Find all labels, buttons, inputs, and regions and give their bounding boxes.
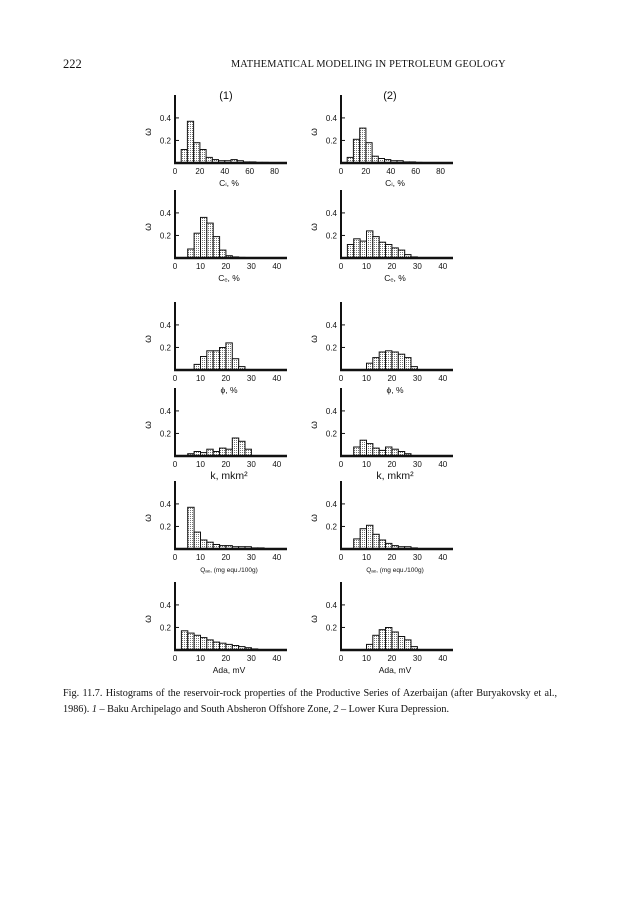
- r1c2-bar: [366, 143, 372, 163]
- r4c1-bar: [239, 441, 245, 456]
- r4c2-bar: [386, 447, 392, 456]
- r2c1-y-axis-symbol: ω: [143, 223, 154, 231]
- r1c2-y-tick-label: 0.4: [325, 113, 337, 123]
- r2c1-x-tick-label: 30: [246, 262, 256, 271]
- r2c2-x-tick-label: 0: [338, 262, 344, 271]
- column-title-1: (1): [219, 90, 233, 102]
- r1c1-bar: [187, 121, 193, 163]
- r3c2-bar: [379, 352, 385, 370]
- r6c1-x-tick-label: 10: [196, 654, 205, 663]
- r4c2-y-tick-label: 0.2: [325, 429, 337, 439]
- r5c2-x-tick-label: 20: [387, 553, 397, 562]
- r2c2-y-tick-label: 0.4: [325, 208, 337, 218]
- r4c1-y-axis-symbol: ω: [143, 421, 154, 429]
- r2c1-bar: [201, 217, 207, 258]
- r2c1-bar: [188, 249, 194, 258]
- r3c2-x-tick-label: 10: [362, 374, 371, 383]
- r1c1-y-tick-label: 0.4: [159, 113, 171, 123]
- r4c1-y-tick-label: 0.2: [159, 429, 171, 439]
- r1c1-x-tick-label: 80: [270, 167, 280, 176]
- r2c2-bar: [347, 245, 353, 259]
- r2c1-x-tick-label: 0: [172, 262, 178, 271]
- r3c2-bar: [392, 352, 398, 370]
- r1c2-x-axis-label: Cₗ, %: [385, 178, 405, 188]
- r6c2-bar: [386, 628, 392, 651]
- r5c2-x-tick-label: 0: [338, 553, 344, 562]
- r6c1-x-tick-label: 20: [221, 654, 231, 663]
- r1c1-x-tick-label: 60: [245, 167, 255, 176]
- r6c2-y-tick-label: 0.2: [325, 623, 337, 633]
- r2c2-bar: [373, 237, 379, 258]
- r1c1-bar: [200, 150, 206, 164]
- r2c2-x-axis-label: Cₑ, %: [384, 273, 406, 283]
- r4c1-x-tick-label: 0: [172, 460, 178, 469]
- caption-text-1: – Baku Archipelago and South Absheron Offshore Zone,: [96, 703, 334, 715]
- r3c1-bar: [201, 357, 207, 371]
- r3c2-y-axis-symbol: ω: [309, 335, 320, 343]
- r6c1-x-axis-label: Ada, mV: [212, 665, 246, 675]
- r4c2-bar: [367, 444, 373, 456]
- r3c1-bar: [207, 351, 213, 370]
- r1c1-bar: [181, 150, 187, 164]
- r3c1-x-tick-label: 0: [172, 374, 178, 383]
- r6c1-x-tick-label: 30: [246, 654, 256, 663]
- r4c2-y-tick-label: 0.4: [325, 406, 337, 416]
- r2c2-x-tick-label: 20: [387, 262, 397, 271]
- r6c2-y-axis-symbol: ω: [309, 615, 320, 623]
- r4c1-x-axis-label: k, mkm²: [210, 470, 248, 482]
- r2c1-bar: [213, 237, 219, 258]
- r1c2-x-tick-label: 40: [386, 167, 396, 176]
- r5c1-x-tick-label: 0: [172, 553, 178, 562]
- r1c1-x-axis-label: Cₗ, %: [219, 178, 239, 188]
- r4c2-x-tick-label: 20: [387, 460, 397, 469]
- r3c2-bar: [386, 351, 392, 370]
- r5c2-y-tick-label: 0.2: [325, 522, 337, 532]
- r2c2-x-tick-label: 10: [362, 262, 371, 271]
- r4c2-x-tick-label: 10: [362, 460, 371, 469]
- r2c2-y-tick-label: 0.2: [325, 231, 337, 241]
- r3c2-x-tick-label: 30: [412, 374, 422, 383]
- r4c2-bar: [360, 440, 366, 456]
- r2c1-x-axis-label: Cₑ, %: [218, 273, 240, 283]
- r3c1-x-tick-label: 20: [221, 374, 231, 383]
- r2c1-bar: [194, 233, 200, 258]
- r5c1-y-tick-label: 0.2: [159, 522, 171, 532]
- r3c1-x-tick-label: 30: [246, 374, 256, 383]
- r3c1-y-axis-symbol: ω: [143, 335, 154, 343]
- r6c1-y-tick-label: 0.4: [159, 600, 171, 610]
- r5c2-x-axis-label: Qₐₑ, (mg equ./100g): [366, 567, 424, 574]
- r6c1-bar: [207, 640, 213, 650]
- r6c2-x-tick-label: 30: [412, 654, 422, 663]
- r5c2-bar: [367, 525, 373, 549]
- r6c1-bar: [188, 633, 194, 650]
- r1c2-x-tick-label: 0: [338, 167, 344, 176]
- r4c1-x-tick-label: 20: [221, 460, 231, 469]
- r5c1-x-tick-label: 30: [246, 553, 256, 562]
- r6c2-x-tick-label: 10: [362, 654, 371, 663]
- r3c2-y-tick-label: 0.2: [325, 343, 337, 353]
- r5c1-x-tick-label: 40: [272, 553, 282, 562]
- r1c2-x-tick-label: 80: [436, 167, 446, 176]
- r6c1-x-tick-label: 0: [172, 654, 178, 663]
- r1c2-y-tick-label: 0.2: [325, 136, 337, 146]
- r1c1-x-tick-label: 40: [220, 167, 230, 176]
- r1c2-x-tick-label: 60: [411, 167, 421, 176]
- r6c2-bar: [373, 635, 379, 650]
- r4c2-y-axis-symbol: ω: [309, 421, 320, 429]
- r4c1-x-tick-label: 10: [196, 460, 205, 469]
- r4c2-x-axis-label: k, mkm²: [376, 470, 414, 482]
- r3c1-bar: [232, 359, 238, 370]
- r6c1-x-tick-label: 40: [272, 654, 282, 663]
- r3c2-bar: [373, 358, 379, 370]
- caption-marker-2: 2: [333, 703, 339, 715]
- r5c1-x-axis-label: Qₐₑ, (mg equ./100g): [200, 567, 258, 574]
- r3c2-x-tick-label: 40: [438, 374, 448, 383]
- r3c1-bar: [226, 343, 232, 370]
- r4c1-bar: [232, 438, 238, 456]
- r5c2-bar: [373, 534, 379, 549]
- r2c2-x-tick-label: 30: [412, 262, 422, 271]
- r6c2-x-tick-label: 20: [387, 654, 397, 663]
- r1c1-y-tick-label: 0.2: [159, 136, 171, 146]
- r6c1-y-tick-label: 0.2: [159, 623, 171, 633]
- r6c2-bar: [392, 632, 398, 650]
- r5c1-bar: [201, 540, 207, 549]
- r5c1-y-tick-label: 0.4: [159, 499, 171, 509]
- r6c2-bar: [379, 630, 385, 650]
- r2c1-x-tick-label: 10: [196, 262, 205, 271]
- r3c2-x-tick-label: 20: [387, 374, 397, 383]
- running-title: MATHEMATICAL MODELING IN PETROLEUM GEOLOGY: [231, 59, 506, 70]
- r6c2-y-tick-label: 0.4: [325, 600, 337, 610]
- r3c1-x-axis-label: ϕ, %: [220, 385, 238, 395]
- r6c1-bar: [194, 635, 200, 650]
- r2c1-x-tick-label: 20: [221, 262, 231, 271]
- r5c2-bar: [360, 529, 366, 549]
- r3c1-y-tick-label: 0.2: [159, 343, 171, 353]
- r1c2-y-axis-symbol: ω: [309, 128, 320, 136]
- r6c2-x-tick-label: 40: [438, 654, 448, 663]
- r5c2-bar: [354, 539, 360, 549]
- r5c1-bar: [188, 507, 194, 549]
- r1c1-y-axis-symbol: ω: [143, 128, 154, 136]
- r2c2-bar: [392, 248, 398, 258]
- r6c2-bar: [405, 640, 411, 650]
- r2c2-bar: [379, 242, 385, 258]
- r3c2-y-tick-label: 0.4: [325, 320, 337, 330]
- r2c1-y-tick-label: 0.4: [159, 208, 171, 218]
- r4c2-x-tick-label: 0: [338, 460, 344, 469]
- r5c1-bar: [194, 532, 200, 549]
- r2c1-x-tick-label: 40: [272, 262, 282, 271]
- r1c1-x-tick-label: 20: [195, 167, 205, 176]
- r5c2-x-tick-label: 40: [438, 553, 448, 562]
- r6c1-y-axis-symbol: ω: [143, 615, 154, 623]
- r5c2-y-tick-label: 0.4: [325, 499, 337, 509]
- r2c1-bar: [207, 223, 213, 258]
- caption-lead: Fig. 11.7. Histograms of the reservoir-rock properties of the Productive Series of Azerbaijan (after Buryakovsky et al., 1986).: [63, 688, 557, 715]
- r2c2-bar: [386, 245, 392, 259]
- r2c2-bar: [354, 239, 360, 258]
- r3c1-x-tick-label: 40: [272, 374, 282, 383]
- r4c2-x-tick-label: 40: [438, 460, 448, 469]
- r5c2-x-tick-label: 10: [362, 553, 371, 562]
- r2c2-x-tick-label: 40: [438, 262, 448, 271]
- r4c2-bar: [354, 447, 360, 456]
- column-title-2: (2): [383, 90, 397, 102]
- r6c2-x-tick-label: 0: [338, 654, 344, 663]
- r3c1-y-tick-label: 0.4: [159, 320, 171, 330]
- r4c1-x-tick-label: 30: [246, 460, 256, 469]
- r2c2-bar: [367, 231, 373, 258]
- r6c1-bar: [201, 638, 207, 650]
- r5c1-x-tick-label: 10: [196, 553, 205, 562]
- caption-text-2: – Lower Kura Depression.: [338, 703, 450, 715]
- r1c1-bar: [194, 143, 200, 163]
- r6c2-x-axis-label: Ada, mV: [378, 665, 412, 675]
- caption-marker-1: 1: [91, 703, 97, 715]
- page-number: 222: [63, 57, 82, 71]
- r1c2-bar: [353, 139, 359, 163]
- r3c2-x-tick-label: 0: [338, 374, 344, 383]
- r2c1-y-tick-label: 0.2: [159, 231, 171, 241]
- r6c1-bar: [181, 631, 187, 650]
- r5c2-x-tick-label: 30: [412, 553, 422, 562]
- r5c2-y-axis-symbol: ω: [309, 514, 320, 522]
- r5c1-y-axis-symbol: ω: [143, 514, 154, 522]
- r4c1-x-tick-label: 40: [272, 460, 282, 469]
- r2c2-bar: [360, 241, 366, 258]
- r4c1-y-tick-label: 0.4: [159, 406, 171, 416]
- figure-caption: [63, 686, 557, 717]
- r5c1-x-tick-label: 20: [221, 553, 231, 562]
- r4c2-x-tick-label: 30: [412, 460, 422, 469]
- r6c2-bar: [398, 637, 404, 651]
- r1c1-x-tick-label: 0: [172, 167, 178, 176]
- r2c2-y-axis-symbol: ω: [309, 223, 320, 231]
- r3c2-bar: [405, 358, 411, 370]
- r3c1-bar: [213, 351, 219, 370]
- r3c1-x-tick-label: 10: [196, 374, 205, 383]
- r1c2-x-tick-label: 20: [361, 167, 371, 176]
- r3c2-bar: [398, 354, 404, 370]
- r3c2-x-axis-label: ϕ, %: [386, 385, 404, 395]
- r3c1-bar: [220, 348, 226, 371]
- r5c2-bar: [379, 540, 385, 549]
- r1c2-bar: [360, 128, 366, 163]
